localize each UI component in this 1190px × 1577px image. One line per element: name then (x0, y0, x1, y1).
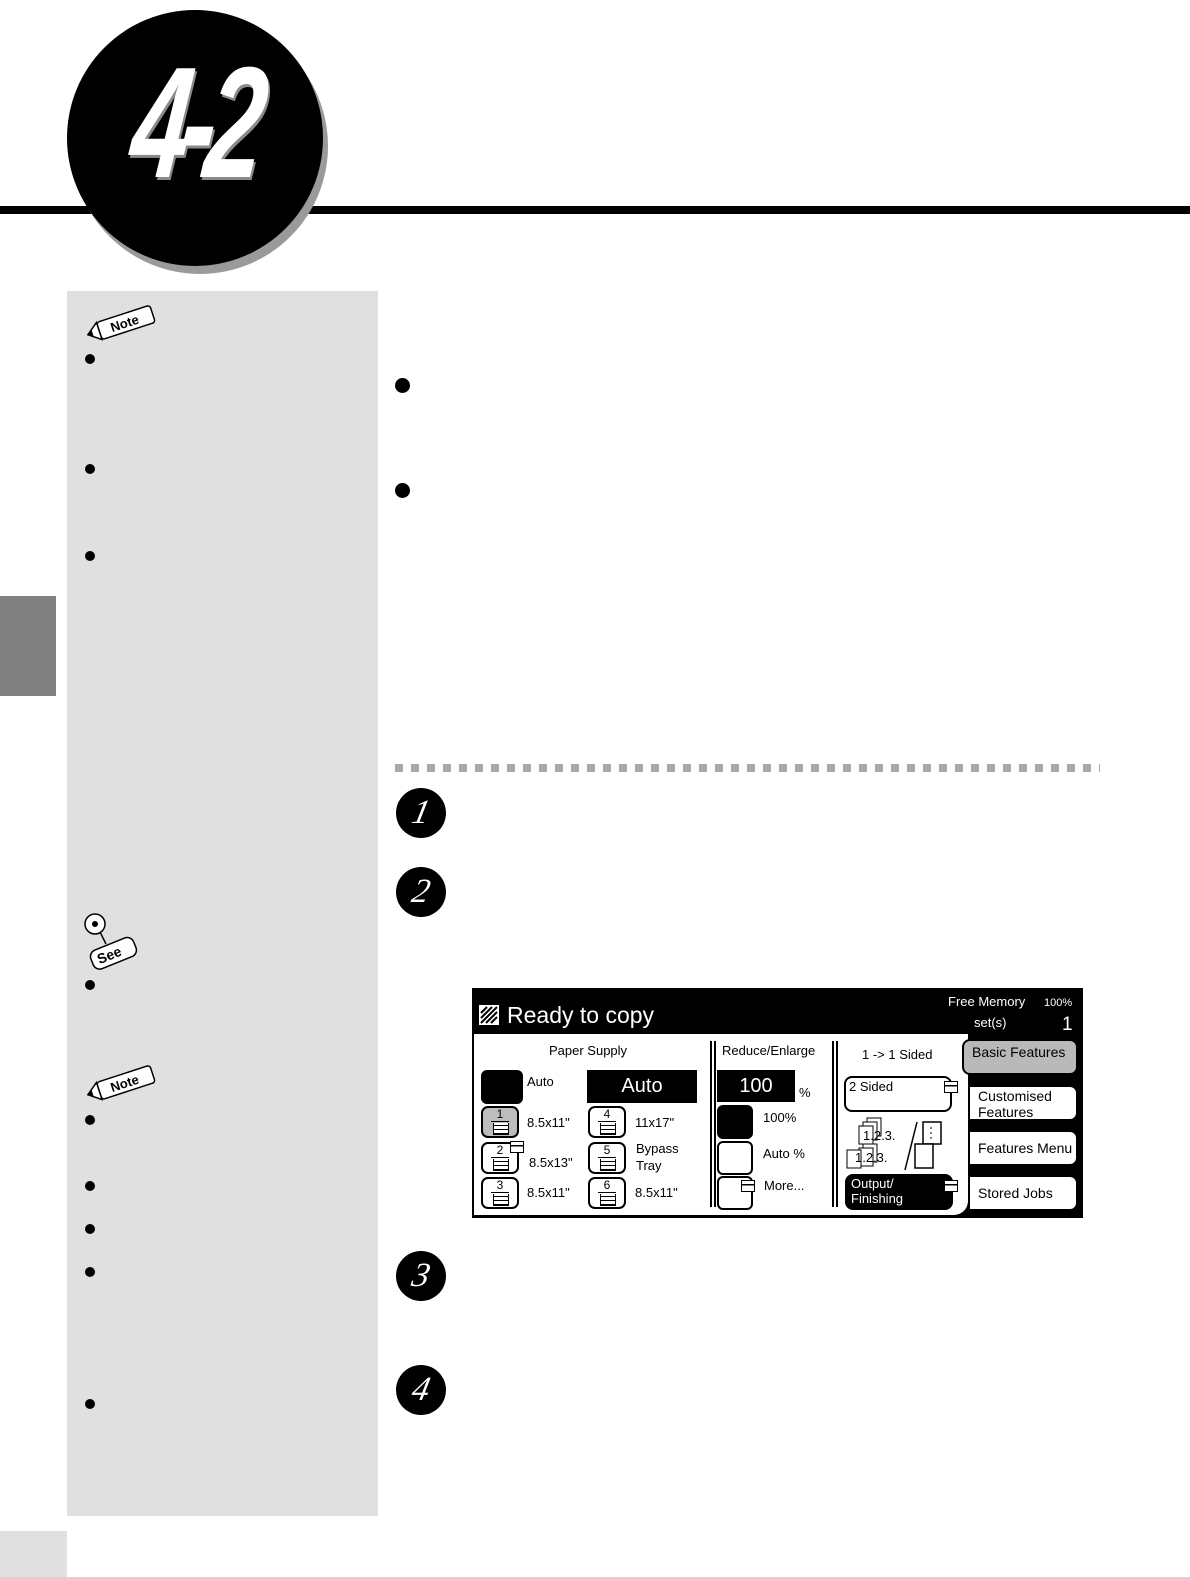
reduce-100-label: 100% (763, 1110, 797, 1125)
paper-auto-display: Auto (587, 1070, 697, 1103)
section-separator (395, 764, 1100, 772)
step-marker: 1 (396, 788, 446, 838)
note-label: Note (108, 1071, 141, 1095)
svg-text:1.2.3.: 1.2.3. (855, 1150, 888, 1165)
sidebar-bullet (85, 980, 95, 990)
see-pushpin-icon (82, 910, 142, 972)
column-divider (832, 1041, 834, 1207)
sets-label: set(s) (974, 1015, 1007, 1030)
tray-6-size: 8.5x11" (635, 1185, 678, 1200)
output-finishing-label: Output/ Finishing (851, 1176, 904, 1206)
free-memory-label: Free Memory (948, 994, 1026, 1009)
free-memory-value: 100% (1044, 997, 1073, 1009)
reduce-enlarge-value: 100 (717, 1070, 795, 1102)
main-bullet (395, 483, 410, 498)
note-label: Note (108, 311, 141, 335)
copy-status-icon (478, 1004, 500, 1026)
reduce-auto-button[interactable] (717, 1141, 753, 1175)
two-sided-menu-icon (944, 1081, 958, 1093)
column-divider (836, 1041, 838, 1207)
step-marker: 2 (396, 867, 446, 917)
output-menu-icon (944, 1180, 958, 1192)
reduce-enlarge-title: Reduce/Enlarge (722, 1043, 816, 1058)
step-marker: 4 (396, 1365, 446, 1415)
sidebar-bullet (85, 1181, 95, 1191)
paper-supply-title: Paper Supply (549, 1043, 628, 1058)
column-divider (710, 1041, 712, 1207)
chapter-thumb-tab (0, 596, 56, 696)
see-label: See (94, 942, 124, 968)
tray-5-size: Bypass Tray (636, 1141, 679, 1173)
tray-3-size: 8.5x11" (527, 1185, 570, 1200)
svg-text:1.2.3.: 1.2.3. (863, 1128, 896, 1143)
main-bullet (395, 378, 410, 393)
sidebar-bullet (85, 354, 95, 364)
tray-4-size: 11x17" (635, 1115, 675, 1130)
tray-3-button[interactable]: 3 (481, 1177, 519, 1209)
tray-menu-icon (510, 1141, 524, 1153)
tab-features-menu[interactable]: Features Menu (968, 1130, 1078, 1166)
sidebar-bullet (85, 1115, 95, 1125)
reduce-auto-label: Auto % (763, 1146, 805, 1161)
column-divider (714, 1041, 716, 1207)
duplex-diagram-icon (845, 1114, 945, 1172)
two-sided-label: 2 Sided (849, 1079, 894, 1094)
reduce-more-label: More... (764, 1178, 805, 1193)
chapter-badge (67, 10, 323, 266)
tray-2-size: 8.5x13" (529, 1155, 573, 1170)
reduce-enlarge-unit: % (799, 1085, 811, 1100)
paper-auto-button[interactable] (481, 1070, 523, 1104)
tray-5-button[interactable]: 5 (588, 1142, 626, 1174)
tray-1-button[interactable]: 1 (481, 1106, 519, 1138)
sidebar-bullet (85, 464, 95, 474)
sidebar-bullet (85, 551, 95, 561)
tray-1-size: 8.5x11" (527, 1115, 570, 1130)
chapter-number: 4-2 (123, 35, 267, 211)
sidebar-bullet (85, 1267, 95, 1277)
sides-title: 1 -> 1 Sided (862, 1047, 933, 1062)
paper-auto-label: Auto (527, 1074, 554, 1089)
sets-value: 1 (1062, 1014, 1073, 1035)
page-number-block (0, 1531, 67, 1577)
tray-4-button[interactable]: 4 (588, 1106, 626, 1138)
step-marker: 3 (396, 1251, 446, 1301)
sidebar-bullet (85, 1224, 95, 1234)
note-pencil-icon (84, 1060, 164, 1106)
reduce-100-button[interactable] (717, 1105, 753, 1139)
tab-customised-features[interactable]: Customised Features (968, 1085, 1078, 1121)
more-menu-icon (741, 1180, 755, 1192)
tab-basic-features[interactable]: Basic Features (962, 1039, 1078, 1075)
sidebar-bullet (85, 1399, 95, 1409)
tab-stored-jobs[interactable]: Stored Jobs (968, 1175, 1078, 1211)
note-pencil-icon (84, 300, 164, 346)
tray-6-button[interactable]: 6 (588, 1177, 626, 1209)
notes-sidebar (67, 291, 378, 1516)
tray-2-button[interactable]: 2 (481, 1142, 519, 1174)
status-text: Ready to copy (507, 1002, 655, 1028)
